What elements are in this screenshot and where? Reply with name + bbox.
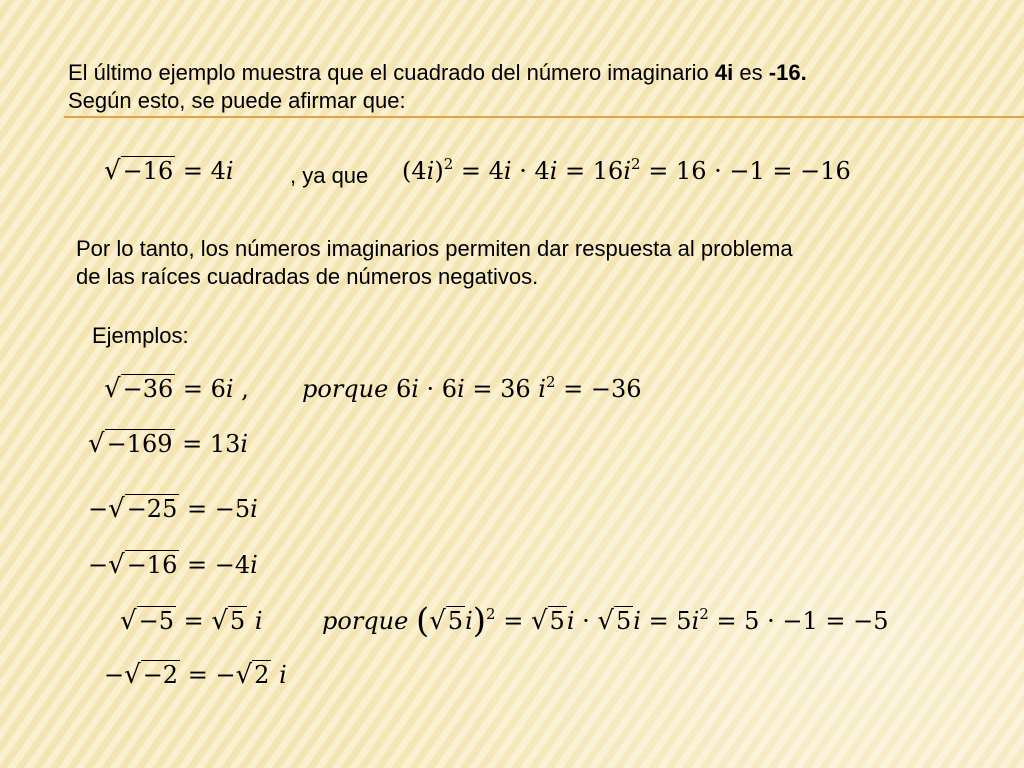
intro-text-1: El último ejemplo muestra que el cuadrado del número imaginario <box>68 60 709 85</box>
conclusion-line-2: de las raíces cuadradas de números negativos. <box>76 264 539 289</box>
divider-line <box>64 116 1024 118</box>
main-eq-result: = 4 <box>182 157 226 185</box>
main-equation <box>104 156 234 186</box>
connector-ya-que: , ya que <box>290 163 369 188</box>
example-6: −√−2 = −√2 i <box>104 660 287 690</box>
sqrt-minus36: √−36 <box>104 374 174 404</box>
intro-bold-minus16: -16. <box>768 60 807 85</box>
example-1: √−36 = 6i , <box>104 374 249 404</box>
intro-text-es: es <box>739 60 763 85</box>
example-4: −√−16 = −4i <box>88 550 258 580</box>
conclusion-line-1: Por lo tanto, los números imaginarios permiten dar respuesta al problema <box>76 236 793 261</box>
example-5: √−5 = √5 i <box>120 606 263 636</box>
intro-line-1 <box>68 59 807 87</box>
sqrt-minus16: √−16 <box>104 156 174 186</box>
intro-line-2: Según esto, se puede afirmar que: <box>68 88 406 113</box>
example-1-reason: porque 6i · 6i = 36 $i^2 = -36$ <box>302 373 642 403</box>
examples-label: Ejemplos: <box>92 323 189 348</box>
example-5-reason: porque $(√5i)^2 = √5i \cdot √5i = 5i^2 = 5 \cdot -1 = -5$ <box>322 601 889 641</box>
intro-bold-4i: 4i <box>714 60 734 85</box>
sqrt-minus25: √−25 <box>108 494 178 524</box>
proof-equation: $(4i)^2 = 4i \cdot 4i = 16i^2 = 16 \cdot -1 = -16$ <box>402 155 851 185</box>
example-3: −√−25 = −5i <box>88 494 258 524</box>
sqrt-2: √2 <box>235 660 270 690</box>
main-eq-var: i <box>225 157 234 185</box>
sqrt-minus169: √−169 <box>88 429 173 459</box>
sqrt-minus2: √−2 <box>124 660 179 690</box>
sqrt-minus16-b: √−16 <box>108 550 178 580</box>
example-2: √−169 = 13i <box>88 429 249 459</box>
sqrt-minus5: √−5 <box>120 606 174 636</box>
sqrt-5: √5 <box>211 606 246 636</box>
